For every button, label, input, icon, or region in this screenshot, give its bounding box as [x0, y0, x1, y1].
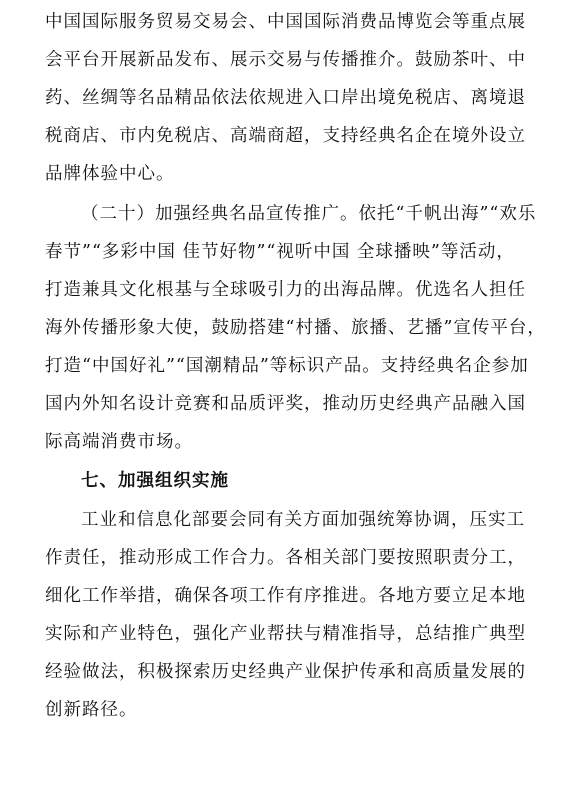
section-7-line-6: 创新路径。	[45, 700, 138, 720]
section-7-line-3: 细化工作举措，确保各项工作有序推进。各地方要立足本地	[45, 586, 526, 606]
section-20-line-2: 春节”“多彩中国 佳节好物”“视听中国 全球播映”等活动，	[45, 242, 515, 262]
section-20-line-5: 打造“中国好礼”“国潮精品”等标识产品。支持经典名企参加	[45, 356, 529, 376]
section-7-line-5: 经验做法，积极探索历史经典产业保护传承和高质量发展的	[45, 662, 526, 682]
paragraph-line-1: 中国国际服务贸易交易会、中国国际消费品博览会等重点展	[45, 12, 526, 32]
section-20-line-6: 国内外知名设计竞赛和品质评奖，推动历史经典产品融入国	[45, 394, 526, 414]
section-20-line-1: （二十）加强经典名品宣传推广。依托“千帆出海”“欢乐	[81, 204, 537, 224]
paragraph-line-4: 税商店、市内免税店、高端商超，支持经典名企在境外设立	[45, 126, 526, 146]
paragraph-line-2: 会平台开展新品发布、展示交易与传播推介。鼓励茶叶、中	[45, 50, 526, 70]
paragraph-line-5: 品牌体验中心。	[45, 164, 175, 184]
section-7-heading: 七、加强组织实施	[81, 471, 229, 491]
section-20-line-7: 际高端消费市场。	[45, 432, 193, 452]
section-7-line-1: 工业和信息化部要会同有关方面加强统筹协调，压实工	[81, 510, 525, 530]
paragraph-line-3: 药、丝绸等名品精品依法依规进入口岸出境免税店、离境退	[45, 88, 526, 108]
section-7-line-4: 实际和产业特色，强化产业帮扶与精准指导，总结推广典型	[45, 624, 526, 644]
section-20-line-3: 打造兼具文化根基与全球吸引力的出海品牌。优选名人担任	[45, 280, 526, 300]
section-7-line-2: 作责任，推动形成工作合力。各相关部门要按照职责分工，	[45, 548, 526, 568]
section-20-line-4: 海外传播形象大使，鼓励搭建“村播、旅播、艺播”宣传平台，	[45, 318, 546, 338]
